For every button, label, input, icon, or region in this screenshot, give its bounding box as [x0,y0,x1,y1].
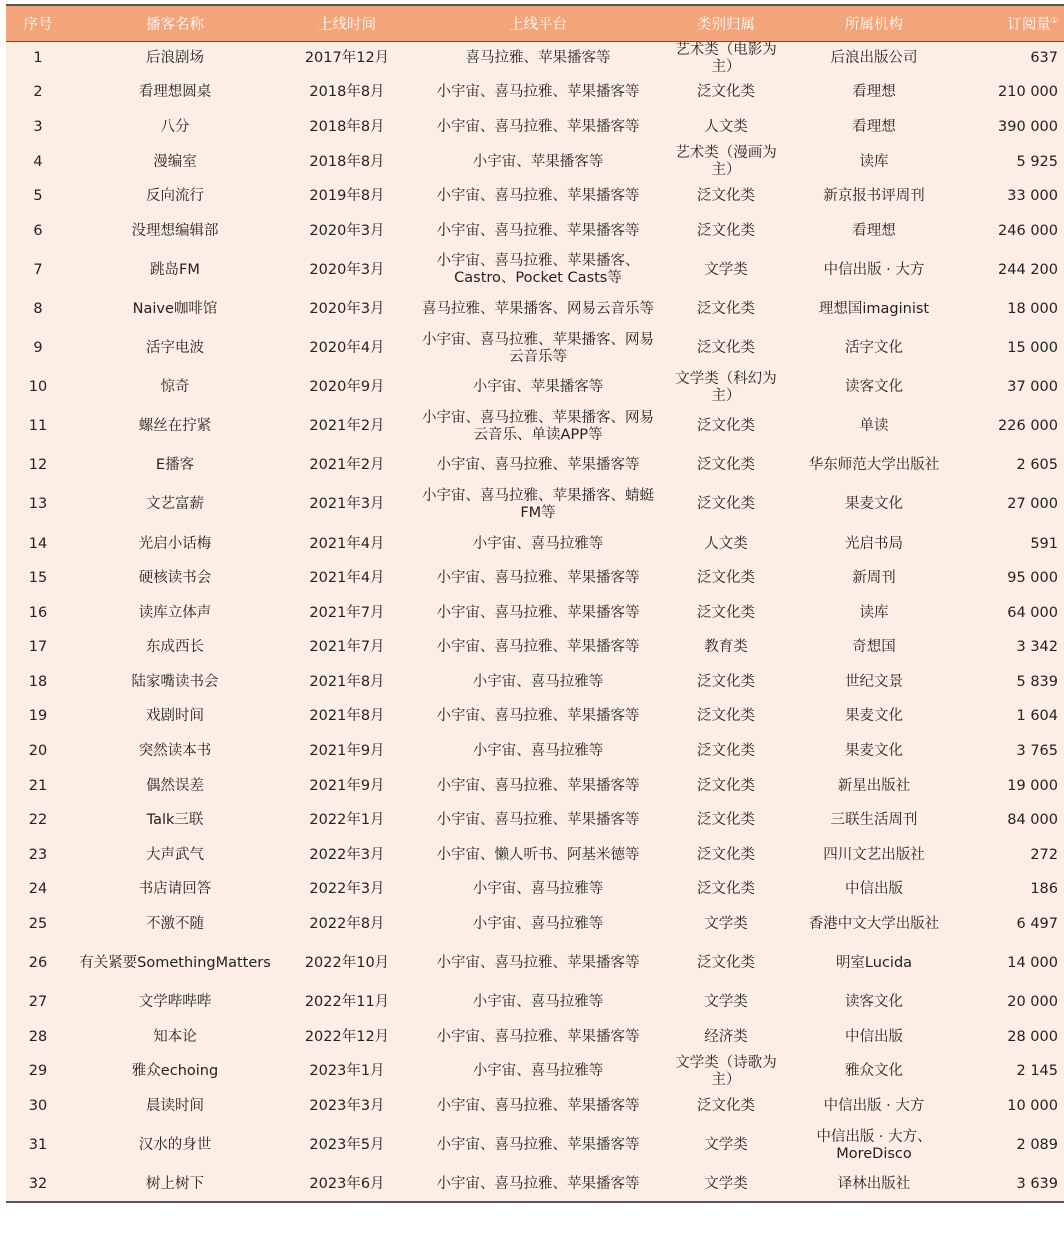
cell-platform: 小宇宙、喜马拉雅等 [472,743,604,760]
cell-time: 2021年7月 [309,604,385,621]
table-row [6,561,1064,596]
cell-no: 6 [33,222,43,239]
cell-platform: 小宇宙、喜马拉雅、苹果播客等 [436,188,640,205]
cell-no: 17 [28,639,48,656]
cell-platform: 小宇宙、苹果播客等 [472,153,604,170]
podcast-table [6,4,1064,1203]
cell-category: 泛文化类 [697,496,755,513]
cell-no: 26 [28,955,48,972]
cell-name: 后浪剧场 [146,50,204,67]
cell-name: 文学哔哔哔 [138,994,212,1011]
table-body [6,41,1064,1202]
cell-platform: 小宇宙、喜马拉雅、苹果播客、蜻蜓FM等 [422,487,654,521]
cell-subs: 390 000 [998,118,1058,135]
cell-platform: 小宇宙、喜马拉雅等 [472,673,604,690]
cell-subs: 5 925 [1016,153,1058,170]
cell-org: 中信出版 [845,1028,903,1045]
cell-org: 奇想国 [852,639,896,656]
cell-platform: 小宇宙、喜马拉雅等 [472,881,604,898]
cell-time: 2021年7月 [309,639,385,656]
cell-org: 果麦文化 [845,743,903,760]
cell-category: 泛文化类 [697,222,755,239]
cell-platform: 喜马拉雅、苹果播客等 [465,50,611,67]
cell-subs: 3 639 [958,1167,1064,1202]
cell-time: 2020年3月 [309,300,385,317]
cell-name: 晨读时间 [146,1098,204,1115]
cell-subs: 3 765 [1016,743,1058,760]
header-subs-label: 订阅量 [1007,16,1051,33]
cell-subs: 2 145 [1016,1063,1058,1080]
cell-category: 泛文化类 [697,846,755,863]
cell-no: 20 [28,743,48,760]
cell-no: 9 [33,340,43,357]
cell-category: 泛文化类 [697,84,755,101]
cell-platform: 小宇宙、喜马拉雅、苹果播客等 [436,708,640,725]
cell-subs: 37 000 [1007,379,1058,396]
cell-name: 知本论 [153,1028,197,1045]
header-platform: 上线平台 [414,5,662,41]
cell-subs: 5 839 [1016,673,1058,690]
cell-subs: 14 000 [1007,955,1058,972]
cell-category: 艺术类（漫画为主） [675,145,777,179]
cell-org: 三联生活周刊 [830,812,918,829]
cell-org: 后浪出版公司 [830,50,918,67]
cell-subs: 2 089 [1016,1137,1058,1154]
cell-org: 看理想 [852,118,896,135]
cell-name: 读库立体声 [138,604,212,621]
cell-category: 文学类 [704,916,748,933]
cell-name: 突然读本书 [138,743,212,760]
table-row [6,249,1064,293]
cell-subs: 246 000 [998,222,1058,239]
cell-subs: 33 000 [1007,188,1058,205]
cell-platform: 小宇宙、喜马拉雅、苹果播客等 [436,570,640,587]
cell-platform: 小宇宙、喜马拉雅、苹果播客等 [436,1028,640,1045]
cell-platform: 小宇宙、喜马拉雅、苹果播客等 [436,1137,640,1154]
table-row [6,1124,1064,1168]
cell-name: 雅众echoing [131,1063,219,1080]
table-row [6,41,1064,76]
cell-category: 泛文化类 [697,418,755,435]
cell-no: 25 [28,916,48,933]
cell-platform: 小宇宙、喜马拉雅、苹果播客等 [436,639,640,656]
cell-subs: 591 [1030,535,1058,552]
cell-category: 人文类 [704,535,748,552]
cell-time: 2020年9月 [309,379,385,396]
cell-name: 陆家嘴读书会 [131,673,219,690]
cell-time: 2021年2月 [309,457,385,474]
cell-time: 2020年3月 [309,261,385,278]
cell-name: 书店请回答 [138,881,212,898]
cell-name: Talk三联 [146,812,204,829]
cell-no: 28 [28,1028,48,1045]
cell-org: 译林出版社 [790,1167,958,1202]
cell-name: 光启小话梅 [138,535,212,552]
cell-no: 5 [33,188,43,205]
table-row [6,179,1064,214]
cell-org: 单读 [859,418,889,435]
cell-time: 2021年3月 [309,496,385,513]
cell-platform: 小宇宙、喜马拉雅等 [472,535,604,552]
cell-no: 22 [28,812,48,829]
cell-platform: 小宇宙、喜马拉雅、苹果播客等 [436,457,640,474]
table-row [6,483,1064,527]
cell-org: 新星出版社 [837,777,911,794]
table-row [6,1055,1064,1090]
header-subs [958,5,1064,41]
cell-name: 汉水的身世 [138,1137,212,1154]
cell-subs: 28 000 [1007,1028,1058,1045]
cell-name: 偶然误差 [146,777,204,794]
cell-no: 24 [28,881,48,898]
table-row [6,110,1064,145]
cell-subs: 20 000 [1007,994,1058,1011]
cell-category: 泛文化类 [697,812,755,829]
table-row [6,527,1064,562]
cell-name: 有关紧要SomethingMatters [79,955,271,972]
cell-category: 文学类 [662,1167,790,1202]
cell-time: 2022年1月 [309,812,385,829]
cell-no: 10 [28,379,48,396]
table-row [6,1167,1064,1202]
cell-time: 2017年12月 [304,50,390,67]
cell-org: 读库 [859,153,889,170]
cell-subs: 10 000 [1007,1098,1058,1115]
cell-name: 没理想编辑部 [131,222,219,239]
cell-category: 泛文化类 [697,604,755,621]
cell-subs: 3 342 [1016,639,1058,656]
podcast-table-container [6,4,1058,1203]
cell-name: 树上树下 [70,1167,280,1202]
cell-org: 读库 [859,604,889,621]
table-row [6,769,1064,804]
cell-time: 2022年3月 [309,846,385,863]
table-row [6,734,1064,769]
table-row [6,873,1064,908]
cell-name: 戏剧时间 [146,708,204,725]
cell-platform: 小宇宙、喜马拉雅、苹果播客、网易云音乐等 [422,331,654,365]
cell-time: 2018年8月 [309,153,385,170]
header-org: 所属机构 [790,5,958,41]
cell-subs: 226 000 [998,418,1058,435]
cell-time: 2022年12月 [304,1028,390,1045]
cell-subs: 19 000 [1007,777,1058,794]
cell-platform: 小宇宙、喜马拉雅、苹果播客等 [436,955,640,972]
table-row [6,985,1064,1020]
cell-category: 文学类（科幻为主） [675,370,777,404]
cell-no: 1 [33,50,43,67]
cell-platform: 喜马拉雅、苹果播客、网易云音乐等 [422,300,654,317]
cell-no: 4 [33,153,43,170]
cell-org: 活字文化 [845,340,903,357]
cell-category: 泛文化类 [697,300,755,317]
cell-time: 2023年1月 [309,1063,385,1080]
cell-org: 华东师范大学出版社 [808,457,940,474]
cell-subs: 210 000 [998,84,1058,101]
cell-no: 16 [28,604,48,621]
cell-no: 12 [28,457,48,474]
table-row [6,596,1064,631]
cell-org: 光启书局 [845,535,903,552]
cell-time: 2022年11月 [304,994,390,1011]
cell-name: 螺丝在拧紧 [138,418,212,435]
cell-subs: 84 000 [1007,812,1058,829]
cell-category: 泛文化类 [697,881,755,898]
table-row [6,214,1064,249]
cell-subs: 6 497 [1016,916,1058,933]
cell-time: 2019年8月 [309,188,385,205]
cell-subs: 15 000 [1007,340,1058,357]
cell-no: 15 [28,570,48,587]
cell-category: 泛文化类 [697,708,755,725]
table-row [6,631,1064,666]
cell-no: 11 [28,418,48,435]
cell-category: 泛文化类 [697,743,755,760]
cell-org: 四川文艺出版社 [823,846,925,863]
cell-category: 艺术类（电影为主） [675,41,777,75]
table-row [6,1020,1064,1055]
cell-no: 14 [28,535,48,552]
cell-platform: 小宇宙、喜马拉雅、苹果播客等 [436,777,640,794]
cell-no: 13 [28,496,48,513]
cell-name: 八分 [160,118,190,135]
cell-name: E播客 [155,457,195,474]
table-row [6,700,1064,735]
table-row [6,327,1064,371]
cell-category: 经济类 [704,1028,748,1045]
cell-name: 东成西长 [146,639,204,656]
cell-platform: 小宇宙、喜马拉雅、苹果播客等 [436,84,640,101]
cell-category: 文学类 [704,261,748,278]
cell-platform: 小宇宙、喜马拉雅、苹果播客等 [436,604,640,621]
cell-subs: 95 000 [1007,570,1058,587]
cell-no: 8 [33,300,43,317]
cell-time: 2018年8月 [309,84,385,101]
table-header-row [6,5,1064,41]
cell-time: 2021年9月 [309,743,385,760]
cell-time: 2022年8月 [309,916,385,933]
cell-platform: 小宇宙、喜马拉雅等 [472,1063,604,1080]
cell-subs: 18 000 [1007,300,1058,317]
cell-no: 23 [28,846,48,863]
table-row [6,838,1064,873]
cell-org: 中信出版 · 大方 [823,261,925,278]
cell-time: 2020年4月 [309,340,385,357]
header-time: 上线时间 [280,5,414,41]
cell-name: Naive咖啡馆 [132,300,218,317]
cell-subs: 64 000 [1007,604,1058,621]
cell-time: 2021年8月 [309,673,385,690]
table-row [6,1089,1064,1124]
cell-name: 不激不随 [146,916,204,933]
cell-category: 泛文化类 [697,457,755,474]
cell-platform: 小宇宙、喜马拉雅、苹果播客、网易云音乐、单读APP等 [422,409,654,443]
cell-subs: 244 200 [998,261,1058,278]
cell-org: 理想国imaginist [818,300,930,317]
cell-no: 31 [28,1137,48,1154]
cell-no: 3 [33,118,43,135]
cell-no: 21 [28,777,48,794]
cell-category: 人文类 [704,118,748,135]
cell-org: 果麦文化 [845,496,903,513]
cell-time: 2022年3月 [309,881,385,898]
cell-org: 香港中文大学出版社 [808,916,940,933]
cell-org: 看理想 [852,84,896,101]
table-row [6,449,1064,484]
cell-subs: 186 [1030,881,1058,898]
cell-no: 30 [28,1098,48,1115]
cell-no: 32 [6,1167,70,1202]
cell-time: 2021年4月 [309,570,385,587]
cell-org: 果麦文化 [845,708,903,725]
cell-category: 泛文化类 [697,777,755,794]
header-name: 播客名称 [70,5,280,41]
cell-platform: 小宇宙、喜马拉雅、苹果播客等 [414,1167,662,1202]
table-row [6,942,1064,986]
cell-org: 雅众文化 [845,1063,903,1080]
cell-category: 教育类 [704,639,748,656]
cell-org: 中信出版 · 大方 [823,1098,925,1115]
cell-time: 2023年5月 [309,1137,385,1154]
cell-time: 2023年3月 [309,1098,385,1115]
cell-name: 硬核读书会 [138,570,212,587]
cell-platform: 小宇宙、苹果播客等 [472,379,604,396]
cell-name: 漫编室 [153,153,197,170]
cell-name: 文艺富薪 [146,496,204,513]
cell-name: 活字电波 [146,340,204,357]
cell-no: 7 [33,261,43,278]
cell-no: 29 [28,1063,48,1080]
cell-platform: 小宇宙、喜马拉雅、苹果播客、Castro、Pocket Casts等 [436,253,640,287]
cell-org: 世纪文景 [845,673,903,690]
table-row [6,907,1064,942]
cell-platform: 小宇宙、喜马拉雅、苹果播客等 [436,1098,640,1115]
cell-platform: 小宇宙、喜马拉雅等 [472,994,604,1011]
cell-org: 中信出版 [845,881,903,898]
cell-category: 文学类（诗歌为主） [675,1054,777,1088]
table-row [6,145,1064,180]
cell-platform: 小宇宙、喜马拉雅、苹果播客等 [436,118,640,135]
cell-platform: 小宇宙、喜马拉雅、苹果播客等 [436,812,640,829]
cell-no: 2 [33,84,43,101]
cell-org: 明室Lucida [835,955,913,972]
cell-time: 2023年6月 [280,1167,414,1202]
cell-name: 跳岛FM [150,261,200,278]
cell-org: 读客文化 [845,379,903,396]
cell-time: 2021年9月 [309,777,385,794]
cell-category: 泛文化类 [697,1098,755,1115]
table-row [6,803,1064,838]
cell-no: 27 [28,994,48,1011]
cell-category: 泛文化类 [697,340,755,357]
cell-org: 新周刊 [852,570,896,587]
header-no: 序号 [6,5,70,41]
header-category: 类别归属 [662,5,790,41]
cell-subs: 2 605 [1016,457,1058,474]
cell-org: 新京报书评周刊 [823,188,925,205]
cell-time: 2021年2月 [309,418,385,435]
cell-category: 文学类 [704,994,748,1011]
cell-category: 泛文化类 [697,673,755,690]
table-row [6,405,1064,449]
cell-subs: 1 604 [1016,708,1058,725]
cell-subs: 637 [1030,50,1058,67]
footnote-marker: ① [1050,15,1058,25]
cell-platform: 小宇宙、喜马拉雅、苹果播客等 [436,222,640,239]
cell-org: 看理想 [852,222,896,239]
cell-name: 反向流行 [146,188,204,205]
cell-no: 18 [28,673,48,690]
cell-name: 惊奇 [160,379,190,396]
cell-category: 泛文化类 [697,188,755,205]
table-row [6,370,1064,405]
cell-platform: 小宇宙、懒人听书、阿基米德等 [436,846,640,863]
cell-org: 读客文化 [845,994,903,1011]
cell-org: 中信出版 · 大方、MoreDisco [816,1128,932,1162]
table-row [6,76,1064,111]
cell-no: 19 [28,708,48,725]
cell-time: 2018年8月 [309,118,385,135]
table-row [6,665,1064,700]
cell-time: 2021年4月 [309,535,385,552]
cell-name: 大声武气 [146,846,204,863]
cell-subs: 27 000 [1007,496,1058,513]
cell-name: 看理想圆桌 [138,84,212,101]
cell-subs: 272 [1030,846,1058,863]
cell-time: 2020年3月 [309,222,385,239]
table-row [6,292,1064,327]
cell-category: 泛文化类 [697,955,755,972]
cell-time: 2022年10月 [304,955,390,972]
cell-category: 泛文化类 [697,570,755,587]
cell-category: 文学类 [704,1137,748,1154]
cell-platform: 小宇宙、喜马拉雅等 [472,916,604,933]
cell-time: 2021年8月 [309,708,385,725]
